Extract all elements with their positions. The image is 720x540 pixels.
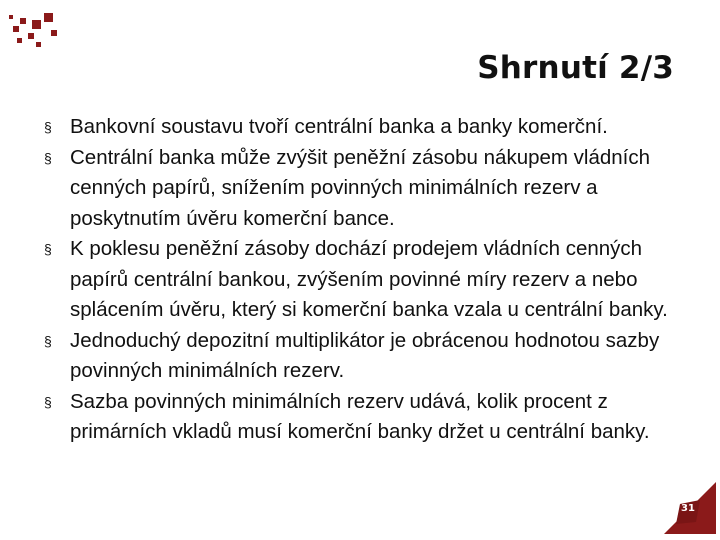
bullet-marker-icon: §	[44, 393, 52, 410]
bullet-marker-icon: §	[44, 332, 52, 349]
bullet-marker-icon: §	[44, 149, 52, 166]
bullet-text: Bankovní soustavu tvoří centrální banka a banky komerční.	[70, 115, 608, 138]
bullet-marker-icon: §	[44, 241, 52, 257]
slide-title: Shrnutí 2/3	[477, 50, 674, 86]
bullet-marker-icon: §	[44, 119, 52, 135]
page-number: 31	[681, 503, 695, 514]
logo-squares-icon	[0, 0, 70, 60]
bullet-text: Sazba povinných minimálních rezerv udává, kolik procent z primárních vkladů musí komerční banky držet u centrální banky.	[70, 389, 650, 443]
bullet-item	[44, 143, 694, 235]
bullet-text: K poklesu peněžní zásoby dochází prodejem vládních cenných papírů centrální bankou, zvýšením povinné míry rezerv a nebo splácením úvěru, který si komerční banka vzala u centrální banky.	[70, 237, 668, 321]
bullet-text: Centrální banka může zvýšit peněžní zásobu nákupem vládních cenných papírů, snížením povinných minimálních rezerv a poskytnutím úvěru komerční bance.	[70, 145, 651, 230]
bullet-list	[44, 112, 694, 448]
bullet-item	[44, 234, 694, 326]
bullet-item	[44, 326, 694, 387]
bullet-item	[44, 387, 694, 448]
bullet-text: Jednoduchý depozitní multiplikátor je obrácenou hodnotou sazby povinných minimálních rezerv.	[70, 328, 660, 382]
bullet-item	[44, 112, 694, 143]
